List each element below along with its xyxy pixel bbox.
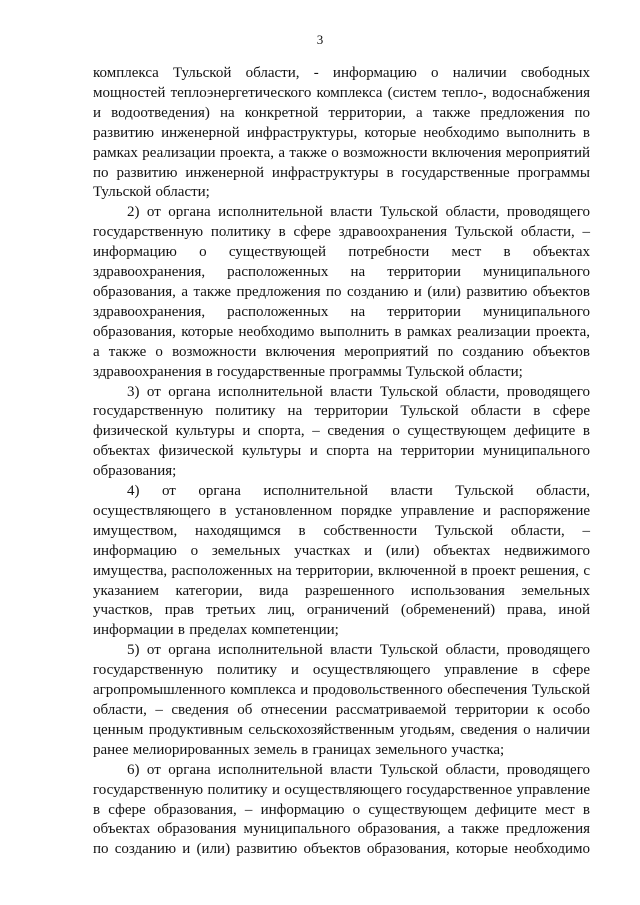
paragraph-1: комплекса Тульской области, - информацию о наличии свободных мощностей теплоэнергетического комплекса (систем тепло-, водоснабжения и водоотведения) на конкретной территории, а также предложения по развитию инженерной инфраструктуры, которые необходимо выполнить в рамках реализации проекта, а также о возможности включения мероприятий по развитию инженерной инфраструктуры в государственные программы Тульской области; [93, 65, 590, 201]
paragraph-5: 5) от органа исполнительной власти Тульской области, проводящего государственную политику и осуществляющего управление в сфере агропромышленного комплекса и продовольственного обеспечения Тульской области, – сведения об отнесении рассматриваемой территории к особо ценным продуктивным сельскохозяйственным угодьям, сведения о наличии ранее мелиорированных земель в границах земельного участка; [93, 642, 590, 758]
paragraph-3: 3) от органа исполнительной власти Тульской области, проводящего государственную политику на территории Тульской области в сфере физической культуры и спорта, – сведения о существующем дефиците в объектах физической культуры и спорта на территории муниципального образования; [93, 383, 590, 480]
page-number: 3 [316, 32, 324, 47]
document-body [93, 64, 590, 860]
paragraph-2: 2) от органа исполнительной власти Тульской области, проводящего государственную политику в сфере здравоохранения Тульской области, – информацию о существующей потребности мест в объектах здравоохранения, расположенных на территории муниципального образования, а также предложения по созданию и (или) развитию объектов здравоохранения, расположенных на территории муниципального образования, которые необходимо выполнить в рамках реализации проекта, а также о возможности включения мероприятий по созданию объектов здравоохранения в государственные программы Тульской области; [93, 204, 590, 380]
paragraph-4: 4) от органа исполнительной власти Тульской области, осуществляющего в установленном порядке управление и распоряжение имуществом, находящимся в собственности Тульской области, – информацию о земельных участках и (или) объектах недвижимого имущества, расположенных на территории, включенной в проект решения, с указанием категории, вида разрешенного использования земельных участков, прав третьих лиц, ограничений (обременений) права, иной информации в пределах компетенции; [93, 483, 590, 639]
paragraph-6: 6) от органа исполнительной власти Тульской области, проводящего государственную политику и осуществляющего государственное управление в сфере образования, – информацию о существующем дефиците мест в объектах образования муниципального образования, а также предложения по созданию и (или) развитию объектов образования, которые необходимо [93, 761, 590, 858]
